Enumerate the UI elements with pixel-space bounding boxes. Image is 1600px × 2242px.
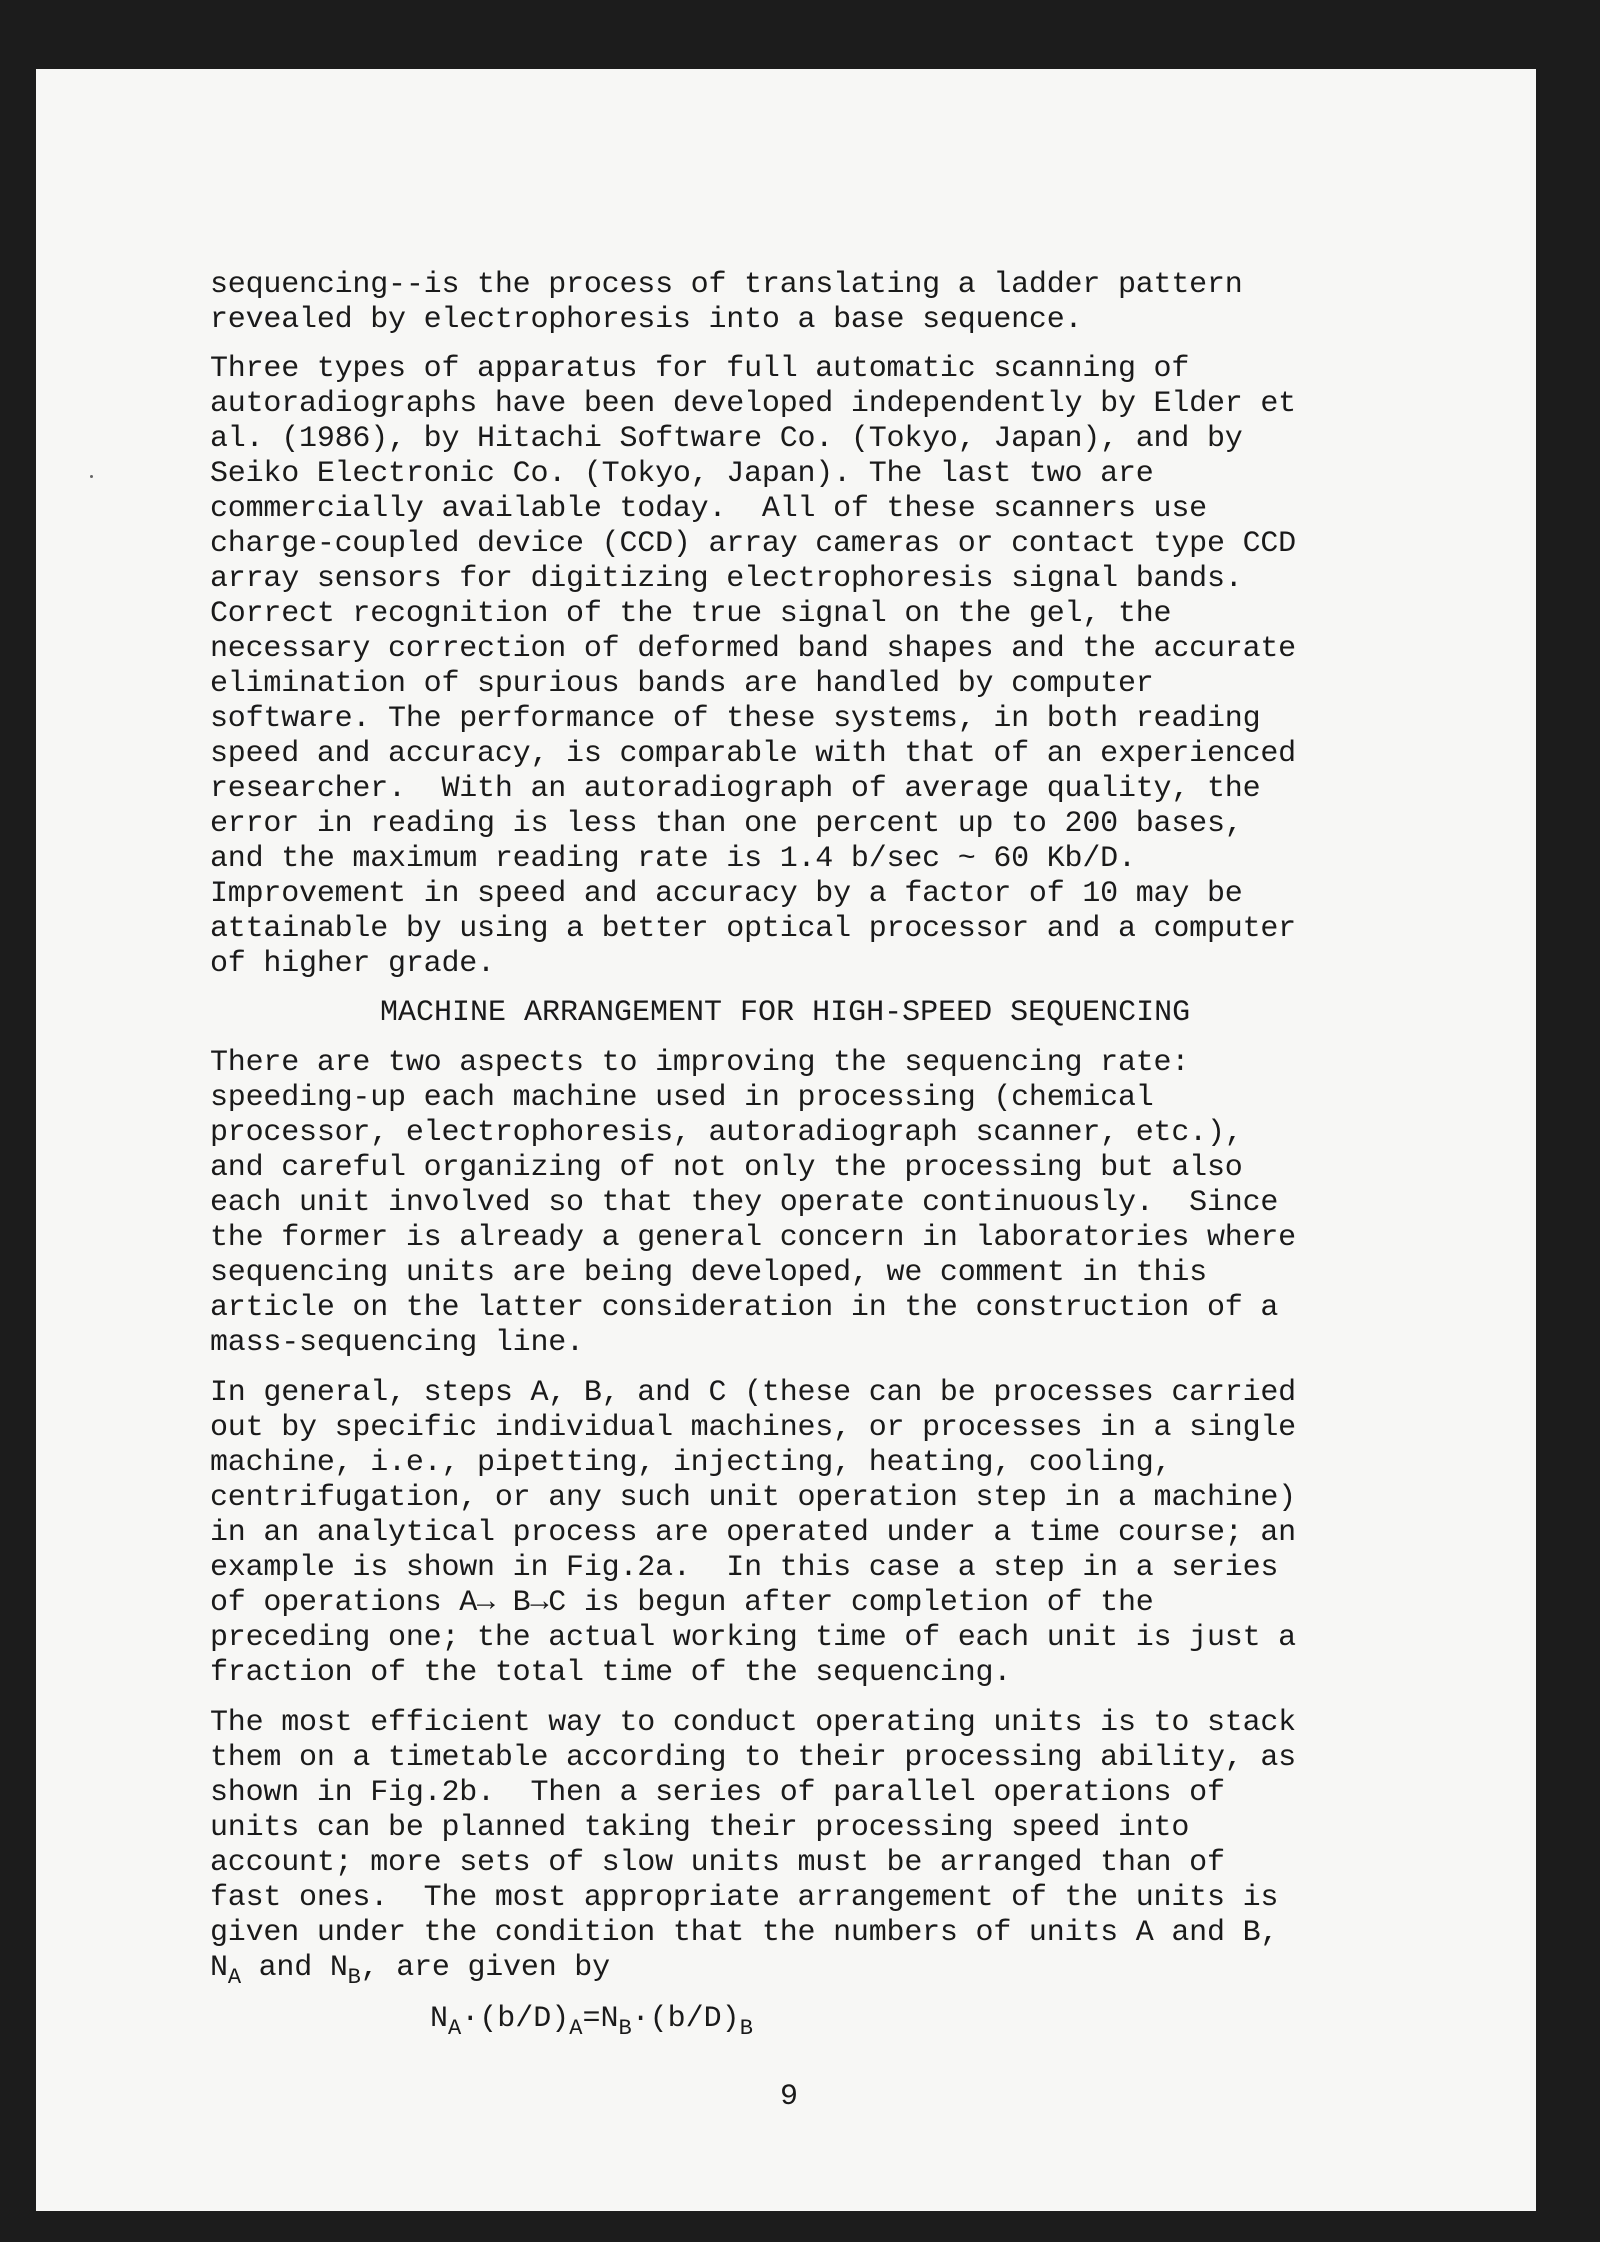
text: N: [210, 1951, 228, 1985]
text-line: charge-coupled device (CCD) array cameras or contact type CCD: [210, 527, 1296, 561]
margin-mark: [90, 475, 93, 478]
text: and N: [240, 1951, 348, 1985]
subscript: A: [227, 1965, 241, 1990]
text-line: article on the latter consideration in the construction of a: [210, 1291, 1279, 1325]
section-heading: MACHINE ARRANGEMENT FOR HIGH-SPEED SEQUENCING: [380, 996, 1191, 1030]
paragraph-5-last-line: [210, 1951, 610, 1990]
text-line: elimination of spurious bands are handled by computer: [210, 667, 1154, 701]
text-line: sequencing--is the process of translating a ladder pattern: [210, 268, 1243, 302]
text-line: Seiko Electronic Co. (Tokyo, Japan). The last two are: [210, 457, 1154, 491]
subscript: A: [448, 2016, 462, 2041]
text-line: the former is already a general concern in laboratories where: [210, 1221, 1296, 1255]
subscript: B: [347, 1965, 361, 1990]
subscript: B: [618, 2016, 632, 2041]
text-line: Improvement in speed and accuracy by a factor of 10 may be: [210, 877, 1243, 911]
text-line: revealed by electrophoresis into a base sequence.: [210, 303, 1083, 337]
text-line: and the maximum reading rate is 1.4 b/sec ~ 60 Kb/D.: [210, 842, 1136, 876]
text-line: out by specific individual machines, or processes in a single: [210, 1411, 1296, 1445]
text-line: error in reading is less than one percent up to 200 bases,: [210, 807, 1243, 841]
text-line: array sensors for digitizing electrophoresis signal bands.: [210, 562, 1243, 596]
equation: [430, 2002, 753, 2041]
text-line: software. The performance of these systems, in both reading: [210, 702, 1261, 736]
page-number: 9: [780, 2080, 799, 2114]
text-line: each unit involved so that they operate continuously. Since: [210, 1186, 1279, 1220]
text-line: of operations A→ B→C is begun after completion of the: [210, 1586, 1154, 1620]
text: , are given by: [360, 1951, 610, 1985]
text-line: necessary correction of deformed band shapes and the accurate: [210, 632, 1296, 666]
paragraph-3: [210, 1046, 1296, 1361]
term: =N: [582, 2002, 619, 2036]
text-line: centrifugation, or any such unit operation step in a machine): [210, 1481, 1296, 1515]
text-line: speed and accuracy, is comparable with that of an experienced: [210, 737, 1296, 771]
text-line: units can be planned taking their processing speed into: [210, 1811, 1190, 1845]
text-line: autoradiographs have been developed independently by Elder et: [210, 387, 1296, 421]
text-line: machine, i.e., pipetting, injecting, heating, cooling,: [210, 1446, 1172, 1480]
term: N: [430, 2002, 449, 2036]
text-line: account; more sets of slow units must be arranged than of: [210, 1846, 1225, 1880]
paragraph-1: [210, 268, 1243, 338]
paragraph-4: [210, 1376, 1296, 1691]
text-line: speeding-up each machine used in processing (chemical: [210, 1081, 1154, 1115]
text-line: Correct recognition of the true signal on the gel, the: [210, 597, 1172, 631]
paragraph-2: [210, 352, 1296, 982]
term: ·(b/D): [631, 2002, 740, 2036]
text-line: and careful organizing of not only the processing but also: [210, 1151, 1243, 1185]
text-line: shown in Fig.2b. Then a series of parallel operations of: [210, 1776, 1225, 1810]
text-line: example is shown in Fig.2a. In this case a step in a series: [210, 1551, 1279, 1585]
text-line: fraction of the total time of the sequencing.: [210, 1656, 1012, 1690]
text-line: In general, steps A, B, and C (these can be processes carried: [210, 1376, 1296, 1410]
text-line: al. (1986), by Hitachi Software Co. (Tokyo, Japan), and by: [210, 422, 1243, 456]
subscript: A: [569, 2016, 583, 2041]
text-line: fast ones. The most appropriate arrangement of the units is: [210, 1881, 1279, 1915]
text-line: mass-sequencing line.: [210, 1326, 584, 1360]
text-line: preceding one; the actual working time of each unit is just a: [210, 1621, 1296, 1655]
text-line: The most efficient way to conduct operating units is to stack: [210, 1706, 1296, 1740]
text-line: them on a timetable according to their processing ability, as: [210, 1741, 1296, 1775]
text-line: commercially available today. All of these scanners use: [210, 492, 1207, 526]
text-line: given under the condition that the numbers of units A and B,: [210, 1916, 1279, 1950]
term: ·(b/D): [461, 2002, 570, 2036]
text-line: sequencing units are being developed, we comment in this: [210, 1256, 1207, 1290]
subscript: B: [739, 2016, 753, 2041]
text-line: attainable by using a better optical processor and a computer: [210, 912, 1296, 946]
text-line: Three types of apparatus for full automatic scanning of: [210, 352, 1190, 386]
text-line: in an analytical process are operated under a time course; an: [210, 1516, 1296, 1550]
text-line: researcher. With an autoradiograph of average quality, the: [210, 772, 1261, 806]
text-line: processor, electrophoresis, autoradiograph scanner, etc.),: [210, 1116, 1243, 1150]
paragraph-5: [210, 1706, 1296, 1951]
text-line: of higher grade.: [210, 947, 495, 981]
text-line: There are two aspects to improving the sequencing rate:: [210, 1046, 1190, 1080]
